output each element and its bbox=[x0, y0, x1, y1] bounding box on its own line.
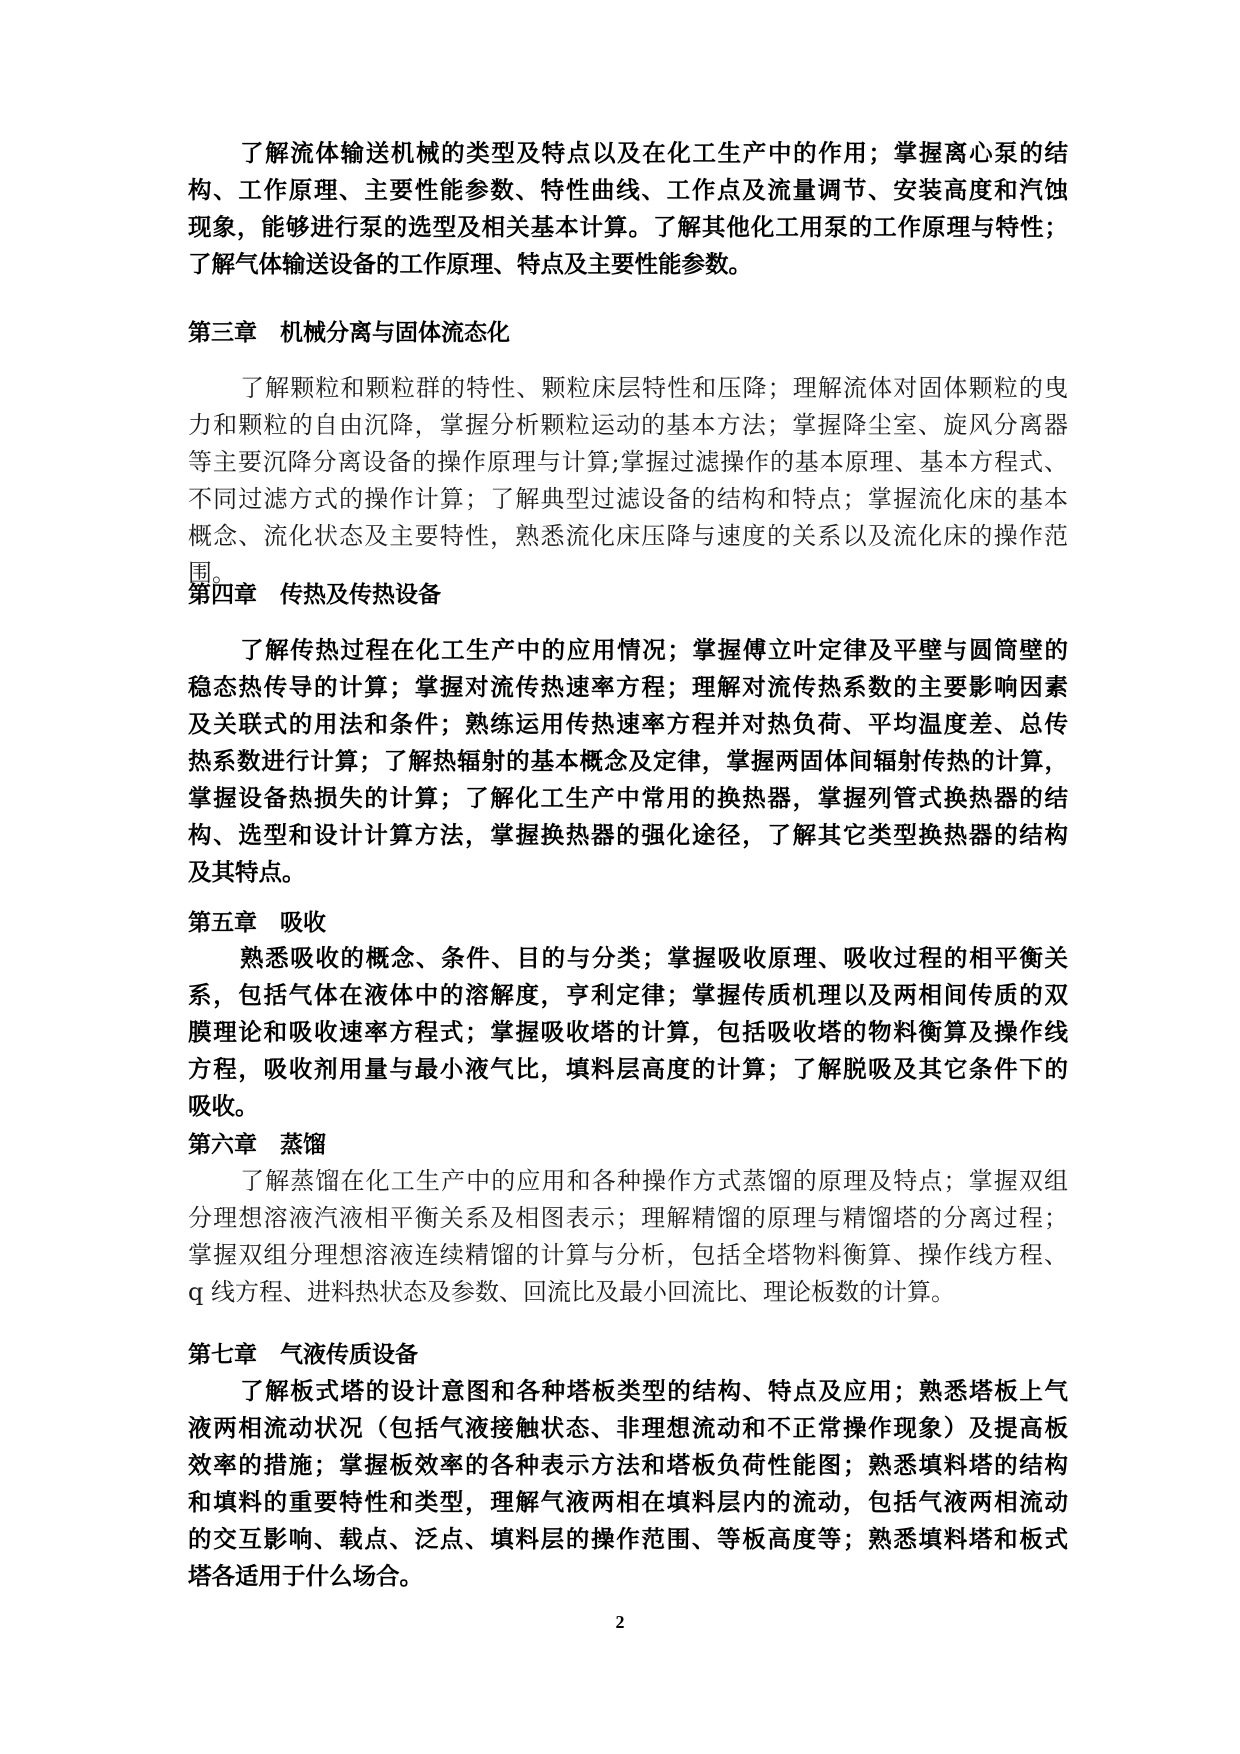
paragraph-line: 及关联式的用法和条件；熟练运用传热速率方程并对热负荷、平均温度差、总传 bbox=[188, 710, 1068, 738]
page-number: 2 bbox=[615, 1612, 625, 1632]
paragraph-line: 概念、流化状态及主要特性，熟悉流化床压降与速度的关系以及流化床的操作范 bbox=[188, 522, 1068, 550]
paragraph-line: 了解传热过程在化工生产中的应用情况；掌握傅立叶定律及平壁与圆筒壁的 bbox=[240, 636, 1068, 664]
paragraph-line: 了解气体输送设备的工作原理、特点及主要性能参数。 bbox=[188, 250, 752, 278]
chapter-6-heading: 第六章 蒸馏 bbox=[188, 1132, 326, 1158]
chapter-5-heading: 第五章 吸收 bbox=[188, 910, 326, 936]
intro-paragraph bbox=[188, 135, 1068, 283]
paragraph-line: 现象，能够进行泵的选型及相关基本计算。了解其他化工用泵的工作原理与特性； bbox=[188, 213, 1068, 241]
chapter-4-paragraph bbox=[188, 632, 1068, 891]
chapter-3-paragraph bbox=[188, 370, 1068, 592]
paragraph-line: 了解流体输送机械的类型及特点以及在化工生产中的作用；掌握离心泵的结 bbox=[240, 139, 1068, 167]
chapter-3-heading: 第三章 机械分离与固体流态化 bbox=[188, 320, 510, 346]
paragraph-line: 等主要沉降分离设备的操作原理与计算;掌握过滤操作的基本原理、基本方程式、 bbox=[188, 448, 1068, 476]
paragraph-line: 掌握设备热损失的计算；了解化工生产中常用的换热器，掌握列管式换热器的结 bbox=[188, 784, 1068, 812]
chapter-7-heading: 第七章 气液传质设备 bbox=[188, 1342, 418, 1368]
paragraph-line: 液两相流动状况（包括气液接触状态、非理想流动和不正常操作现象）及提高板 bbox=[188, 1414, 1068, 1442]
chapter-6-paragraph bbox=[188, 1163, 1068, 1311]
paragraph-line: 了解颗粒和颗粒群的特性、颗粒床层特性和压降；理解流体对固体颗粒的曳 bbox=[240, 374, 1068, 402]
paragraph-line: 稳态热传导的计算；掌握对流传热速率方程；理解对流传热系数的主要影响因素 bbox=[188, 673, 1068, 701]
paragraph-line: 方程，吸收剂用量与最小液气比，填料层高度的计算；了解脱吸及其它条件下的 bbox=[188, 1055, 1068, 1083]
paragraph-line: 效率的措施；掌握板效率的各种表示方法和塔板负荷性能图；熟悉填料塔的结构 bbox=[188, 1451, 1068, 1479]
paragraph-line: 了解蒸馏在化工生产中的应用和各种操作方式蒸馏的原理及特点；掌握双组 bbox=[240, 1167, 1068, 1195]
paragraph-line: 热系数进行计算；了解热辐射的基本概念及定律，掌握两固体间辐射传热的计算， bbox=[188, 747, 1068, 775]
paragraph-line: q 线方程、进料热状态及参数、回流比及最小回流比、理论板数的计算。 bbox=[188, 1278, 955, 1306]
paragraph-line: 塔各适用于什么场合。 bbox=[188, 1562, 423, 1590]
paragraph-line: 分理想溶液汽液相平衡关系及相图表示；理解精馏的原理与精馏塔的分离过程； bbox=[188, 1204, 1068, 1232]
paragraph-line: 及其特点。 bbox=[188, 858, 306, 886]
paragraph-line: 构、工作原理、主要性能参数、特性曲线、工作点及流量调节、安装高度和汽蚀 bbox=[188, 176, 1068, 204]
paragraph-line: 掌握双组分理想溶液连续精馏的计算与分析，包括全塔物料衡算、操作线方程、 bbox=[188, 1241, 1068, 1269]
paragraph-line: 力和颗粒的自由沉降，掌握分析颗粒运动的基本方法；掌握降尘室、旋风分离器 bbox=[188, 411, 1068, 439]
paragraph-line: 和填料的重要特性和类型，理解气液两相在填料层内的流动，包括气液两相流动 bbox=[188, 1488, 1068, 1516]
paragraph-line: 膜理论和吸收速率方程式；掌握吸收塔的计算，包括吸收塔的物料衡算及操作线 bbox=[188, 1018, 1068, 1046]
paragraph-line: 构、选型和设计计算方法，掌握换热器的强化途径，了解其它类型换热器的结构 bbox=[188, 821, 1068, 849]
paragraph-line: 不同过滤方式的操作计算；了解典型过滤设备的结构和特点；掌握流化床的基本 bbox=[188, 485, 1068, 513]
paragraph-line: 熟悉吸收的概念、条件、目的与分类；掌握吸收原理、吸收过程的相平衡关 bbox=[240, 944, 1068, 972]
chapter-5-paragraph bbox=[188, 940, 1068, 1125]
paragraph-line: 了解板式塔的设计意图和各种塔板类型的结构、特点及应用；熟悉塔板上气 bbox=[240, 1377, 1068, 1405]
chapter-7-paragraph bbox=[188, 1373, 1068, 1595]
paragraph-line: 的交互影响、载点、泛点、填料层的操作范围、等板高度等；熟悉填料塔和板式 bbox=[188, 1525, 1068, 1553]
paragraph-line: 系，包括气体在液体中的溶解度，亨利定律；掌握传质机理以及两相间传质的双 bbox=[188, 981, 1068, 1009]
paragraph-line: 吸收。 bbox=[188, 1092, 259, 1120]
chapter-4-heading: 第四章 传热及传热设备 bbox=[188, 582, 441, 608]
paragraph-line: 围。 bbox=[188, 559, 236, 587]
